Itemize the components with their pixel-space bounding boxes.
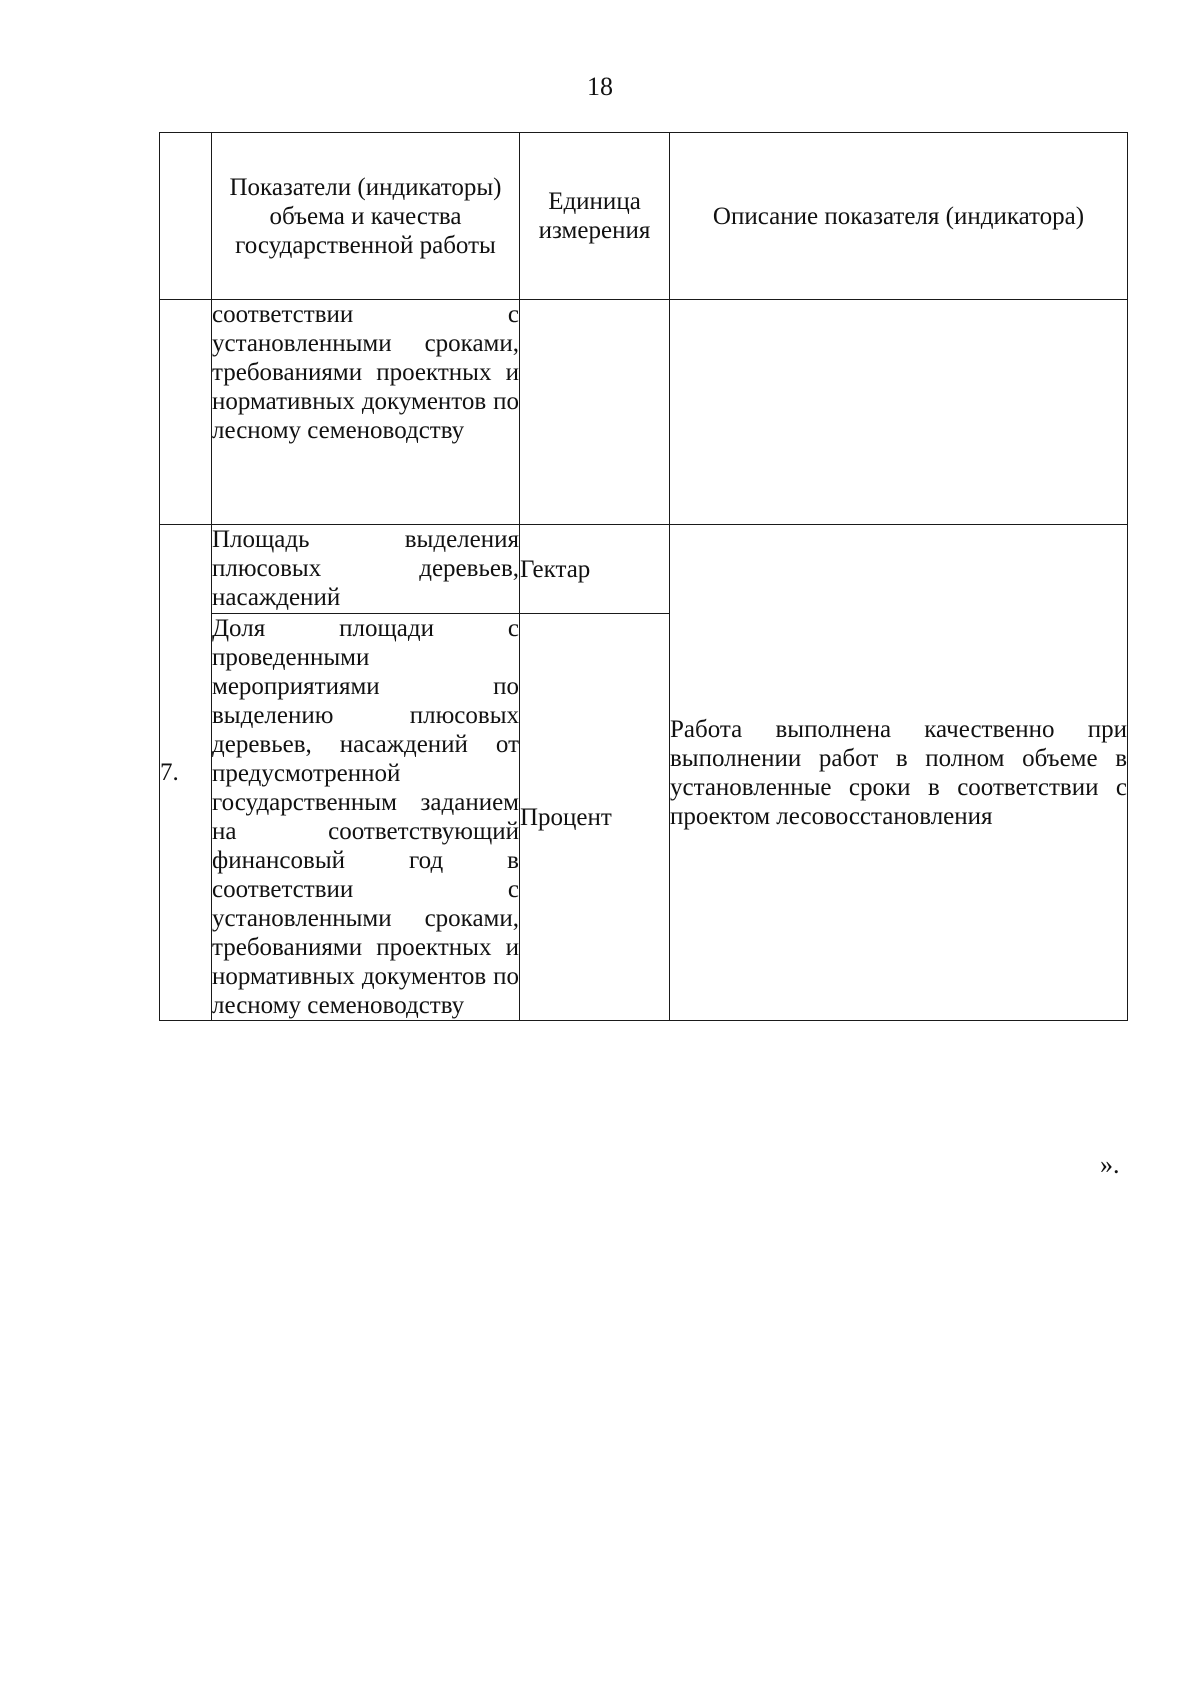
page-number: 18 [587,72,613,101]
continuation-unit-cell [520,300,670,525]
header-unit: Единица измерения [520,133,670,300]
table-row-7-area [160,525,1128,614]
row-7-number-cell: 7. [160,525,212,1021]
closing-quote-mark: ». [1100,1150,1120,1179]
continuation-indicator-cell: соответствии с установленными сроками, требованиями проектных и нормативных документов по лесному семеноводству [212,300,520,525]
header-description: Описание показателя (индикатора) [670,133,1128,300]
continuation-number-cell [160,300,212,525]
header-number [160,133,212,300]
continuation-description-cell [670,300,1128,525]
table-header-row [160,133,1128,300]
indicators-table [159,132,1128,1021]
row-7-description-cell: Работа выполнена качественно при выполнении работ в полном объеме в установленные сроки в соответствии с проектом лесовосстановления [670,525,1128,1021]
header-indicator: Показатели (индикаторы) объема и качества государственной работы [212,133,520,300]
table-row-continuation [160,300,1128,525]
row-7-indicator-area: Площадь выделения плюсовых деревьев, насаждений [212,525,520,614]
row-7-unit-hectare: Гектар [520,525,670,614]
row-7-unit-percent: Процент [520,614,670,1021]
row-7-indicator-share: Доля площади с проведенными мероприятиями по выделению плюсовых деревьев, насаждений от предусмотренной государственным заданием на соответствующий финансовый год в соответствии с установленными сроками, требованиями проектных и нормативных документов по лесному семеноводству [212,615,519,1019]
